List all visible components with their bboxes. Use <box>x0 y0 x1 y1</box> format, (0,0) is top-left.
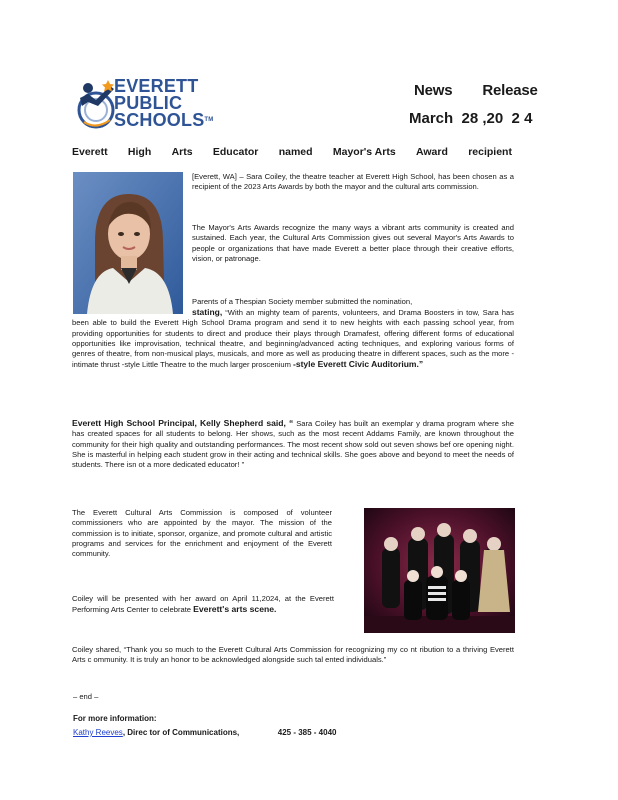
paragraph-principal-quote <box>72 418 514 470</box>
logo-line-everett: EVERETT <box>114 76 199 96</box>
headline-word: recipient <box>468 146 512 158</box>
headline-word: Educator <box>212 146 259 158</box>
logo-line-public: PUBLIC <box>114 93 183 113</box>
paragraph-coiley-quote: Coiley shared, “Thank you so much to the Everett Cultural Arts Commission for recognizing my co nt ribution to a thriving Everett Arts c ommunity. It is truly an honor to be acknowledged alongside such tal ented individuals.” <box>72 645 514 665</box>
contact-title: , Direc tor of Communications, <box>122 728 240 737</box>
logo-tm: TM <box>204 117 214 123</box>
paragraph-intro: [Everett, WA] – Sara Coiley, the theatre teacher at Everett High School, has been chosen as a recipient of the 2023 Arts Awards by both the mayor and the cultural arts commission. <box>192 172 514 192</box>
paragraph-commission: The Everett Cultural Arts Commission is composed of volunteer commissioners who are appointed by the mayor. The mission of the commission is to initiate, sponsor, organize, and promote cultural and artistic programs and services for the enrichment and enjoyment of the Everett community. <box>72 508 332 559</box>
paragraph-awards-description: The Mayor's Arts Awards recognize the many ways a vibrant arts community is created and sustained. Each year, the Cultural Arts Commission gives out several Mayor's Arts Awards to people or organizations that have made Everett a better place through their creative efforts, vision, or patronage. <box>192 223 514 263</box>
stating-label: stating, <box>192 307 223 317</box>
presentation-text: Coiley will be presented with her award on April 11,2024, at the Everett Performing Arts Center to celebrate <box>72 594 334 615</box>
release-title <box>414 82 538 99</box>
headline <box>72 146 512 158</box>
end-marker: – end – <box>73 692 99 701</box>
release-word-news: News <box>414 82 453 99</box>
contact-label: For more information: <box>73 714 157 723</box>
principal-lead: Everett High School Principal, Kelly Shepherd said, “ <box>72 418 294 428</box>
logo-line-schools: SCHOOLS <box>114 110 205 130</box>
release-word-release: Release <box>482 82 538 99</box>
headline-word: named <box>278 146 313 158</box>
paragraph-nomination-lead: Parents of a Thespian Society member submitted the nomination, <box>192 297 413 306</box>
headline-word: Everett <box>72 146 108 158</box>
everett-public-schools-logo <box>74 70 234 138</box>
portrait-photo <box>73 172 183 314</box>
release-date: March 28 ,20 2 4 <box>409 110 533 127</box>
nomination-quote-end: -style Everett Civic Auditorium.” <box>293 359 424 370</box>
paragraph-nomination <box>72 307 514 371</box>
contact-name-link[interactable]: Kathy Reeves <box>73 728 123 737</box>
headline-word: Award <box>415 146 448 158</box>
nomination-quote: “With an mighty team of parents, volunteers, and Drama Boosters in tow, Sara has been able to build the Everett High School Drama program and send it to new heights with each passing school year, from providing opportunities for students to direct and produce their plays through Dramafest, offering different forms of educational opportunities like improvisation, technical theatre, and beginning/advanced acting techniques, and exploring various forms of genres of theatre, from non-musical plays, musicals, and more as well as producing theatre in different spaces, such as the more -intimate thrust -style Little Theatre to the much larger proscenium <box>72 308 514 370</box>
addams-family-cast-photo <box>364 508 515 633</box>
logo-wordmark <box>114 78 214 129</box>
contact-phone: 425 - 385 - 4040 <box>277 728 337 737</box>
principal-quote-close: ” <box>241 460 245 470</box>
contact-line <box>73 728 336 737</box>
headline-word: Arts <box>171 146 193 158</box>
presentation-emphasis: Everett's arts scene. <box>193 604 277 615</box>
principal-quote: Sara Coiley has built an exemplar y drama program where she has created spaces for all students to belong. Her shows, such as the most recent Addams Family, are known throughout the community for their high quality and outstanding performances. The most recent show sold out seven shows bef ore opening night. She is masterful in helping each student grow in their acting and technical skills. She goes above and beyond to meet the needs of students. There isn ot a more dedicated educator! <box>72 419 514 470</box>
headline-word: Mayor's Arts <box>332 146 396 158</box>
paragraph-presentation <box>72 594 334 616</box>
headline-word: High <box>127 146 152 158</box>
